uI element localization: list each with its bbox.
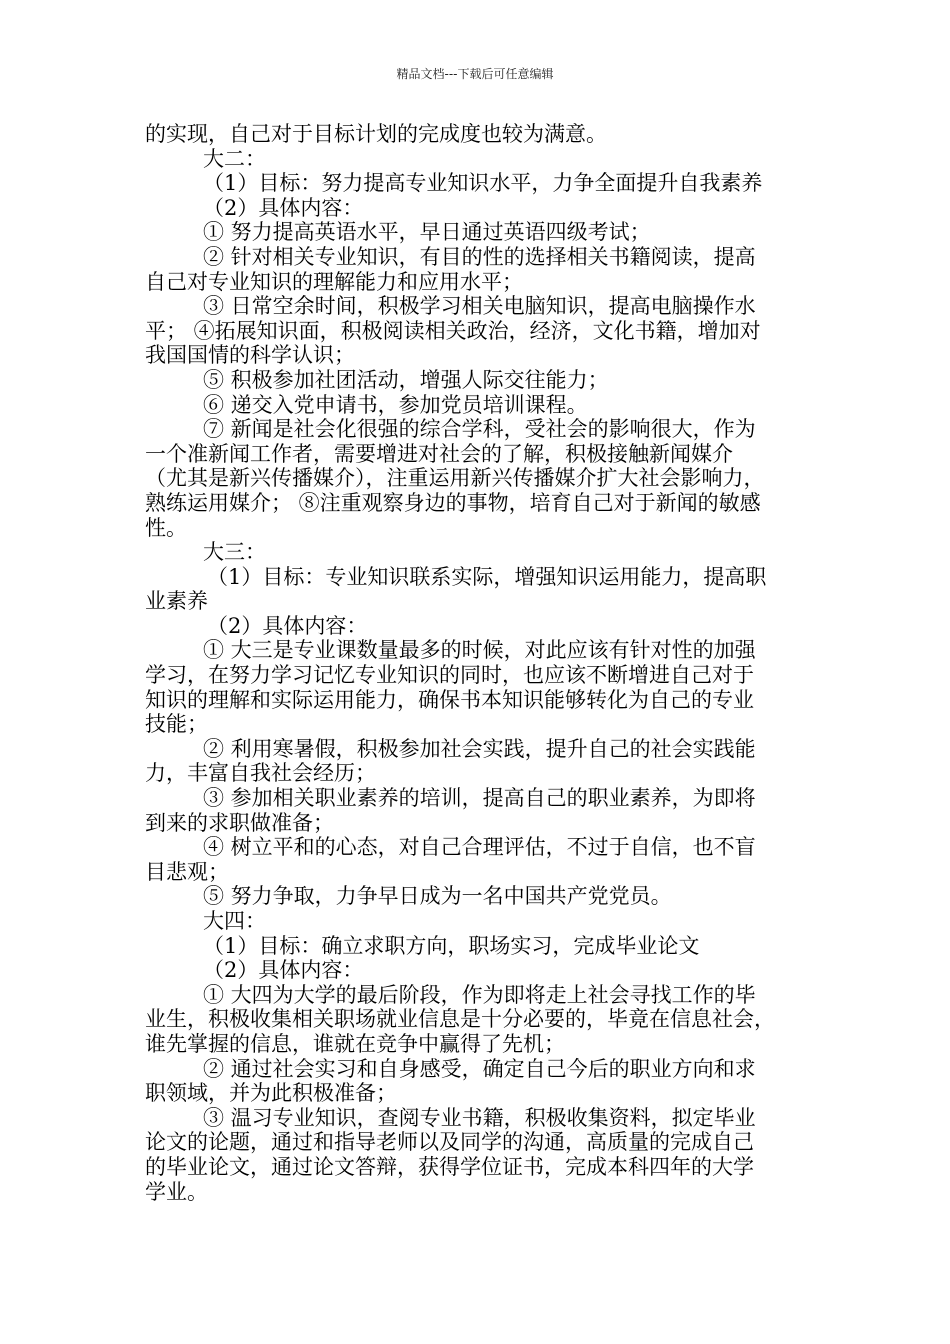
text-line: 自己对专业知识的理解能力和应用水平； — [145, 269, 523, 294]
text-line: （2）具体内容： — [203, 958, 364, 983]
text-line: ⑤ 努力争取，力争早日成为一名中国共产党党员。 — [203, 884, 672, 909]
text-line: （1）目标：努力提高专业知识水平，力争全面提升自我素养 — [203, 171, 763, 196]
page-header: 精品文档---下载后可任意编辑 — [396, 67, 554, 81]
text-line: 职领域，并为此积极准备； — [145, 1081, 397, 1106]
text-line: 熟练运用媒介； ⑧注重观察身边的事物，培育自己对于新闻的敏感 — [145, 490, 761, 515]
text-line: 技能； — [145, 712, 208, 737]
text-line: ① 努力提高英语水平，早日通过英语四级考试； — [203, 220, 651, 245]
text-line: ③ 日常空余时间，积极学习相关电脑知识，提高电脑操作水 — [203, 294, 756, 319]
text-line: （尤其是新兴传播媒介），注重运用新兴传播媒介扩大社会影响力， — [145, 466, 765, 491]
text-line: （1）目标：确立求职方向，职场实习，完成毕业论文 — [203, 933, 700, 958]
text-line: ⑥ 递交入党申请书，参加党员培训课程。 — [203, 392, 588, 417]
text-line: 谁先掌握的信息，谁就在竞争中赢得了先机； — [145, 1031, 565, 1056]
text-line: 到来的求职做准备； — [145, 810, 334, 835]
section-heading-year3: 大三： — [203, 540, 266, 565]
text-line: 业素养 — [145, 589, 208, 614]
text-line: （1）目标：专业知识联系实际，增强知识运用能力，提高职 — [207, 564, 767, 589]
text-line: 性。 — [145, 515, 187, 540]
text-line: 论文的论题，通过和指导老师以及同学的沟通，高质量的完成自己 — [145, 1130, 754, 1155]
text-line: 业生，积极收集相关职场就业信息是十分必要的，毕竟在信息社会， — [145, 1007, 775, 1032]
document-body — [145, 122, 810, 1204]
text-line: 的实现，自己对于目标计划的完成度也较为满意。 — [145, 122, 607, 146]
text-line: ① 大四为大学的最后阶段，作为即将走上社会寻找工作的毕 — [203, 982, 756, 1007]
text-line: ④ 树立平和的心态，对自己合理评估，不过于自信，也不盲 — [203, 835, 756, 860]
text-line: 力，丰富自我社会经历； — [145, 761, 376, 786]
text-line: 学习，在努力学习记忆专业知识的同时，也应该不断增进自己对于 — [145, 663, 754, 688]
text-line: ① 大三是专业课数量最多的时候，对此应该有针对性的加强 — [203, 638, 756, 663]
text-line: （2）具体内容： — [207, 613, 368, 638]
text-line: 我国国情的科学认识； — [145, 343, 355, 368]
text-line: 平； ④拓展知识面，积极阅读相关政治，经济，文化书籍，增加对 — [145, 318, 761, 343]
text-line: ⑦ 新闻是社会化很强的综合学科，受社会的影响很大，作为 — [203, 417, 756, 442]
text-line: 学业。 — [145, 1179, 208, 1204]
text-line: ③ 温习专业知识，查阅专业书籍，积极收集资料，拟定毕业 — [203, 1105, 756, 1130]
section-heading-year2: 大二： — [203, 146, 266, 171]
text-line: 目悲观； — [145, 859, 229, 884]
text-line: ② 通过社会实习和自身感受，确定自己今后的职业方向和求 — [203, 1056, 756, 1081]
text-line: （2）具体内容： — [203, 195, 364, 220]
text-line: ② 针对相关专业知识，有目的性的选择相关书籍阅读，提高 — [203, 244, 756, 269]
text-line: ⑤ 积极参加社团活动，增强人际交往能力； — [203, 367, 609, 392]
text-line: 知识的理解和实际运用能力，确保书本知识能够转化为自己的专业 — [145, 687, 754, 712]
text-line: 的毕业论文，通过论文答辩，获得学位证书，完成本科四年的大学 — [145, 1154, 754, 1179]
text-line: 一个准新闻工作者，需要增进对社会的了解，积极接触新闻媒介 — [145, 441, 733, 466]
text-line: ③ 参加相关职业素养的培训，提高自己的职业素养，为即将 — [203, 786, 756, 811]
section-heading-year4: 大四： — [203, 909, 266, 933]
text-line: ② 利用寒暑假，积极参加社会实践，提升自己的社会实践能 — [203, 736, 756, 761]
